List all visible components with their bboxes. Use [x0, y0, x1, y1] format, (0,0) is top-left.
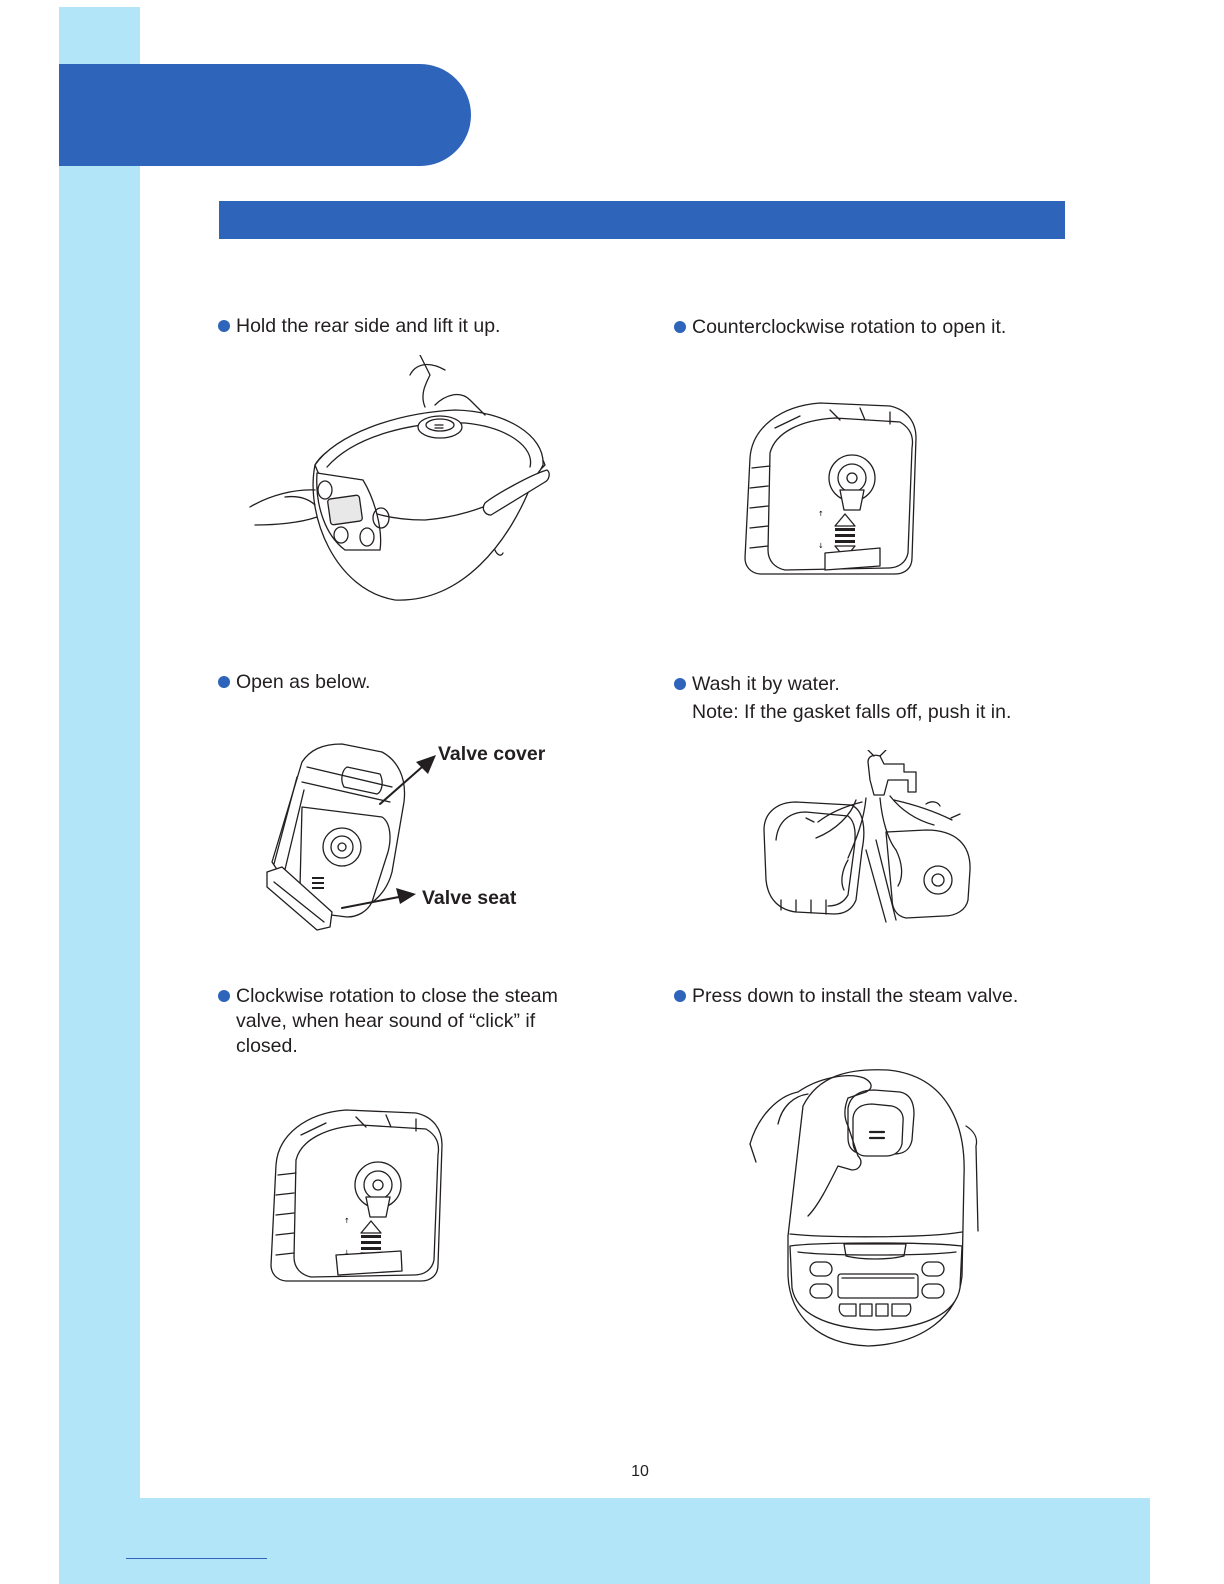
page-number: 10: [631, 1463, 649, 1480]
bullet-icon: [218, 676, 230, 688]
callout-valve-cover: Valve cover: [438, 743, 546, 765]
svg-text:↓: ↓: [344, 1249, 350, 1257]
install-valve-illustration: [748, 1066, 984, 1352]
bullet-icon: [218, 320, 230, 332]
arrow-icon: [338, 886, 418, 912]
steam-valve-close-illustration: [266, 1105, 448, 1289]
step-lift: Hold the rear side and lift it up.: [218, 314, 500, 339]
bullet-icon: [218, 990, 230, 1002]
wash-valve-illustration: [756, 750, 980, 926]
step-open: Open as below.: [218, 670, 370, 695]
left-margin-strip: [59, 7, 140, 1584]
svg-text:↑: ↑: [344, 1217, 350, 1225]
arrow-icon: [372, 752, 442, 812]
bullet-icon: [674, 990, 686, 1002]
section-header-bar: [219, 201, 1065, 239]
step-rotate-close: Clockwise rotation to close the steam valve, when hear sound of “click” if closed.: [218, 984, 558, 1059]
bottom-band: [59, 1498, 1150, 1584]
bullet-icon: [674, 321, 686, 333]
rice-cooker-lift-illustration: [245, 355, 555, 605]
bullet-icon: [674, 678, 686, 690]
step-install: Press down to install the steam valve.: [674, 984, 1018, 1009]
svg-text:↑: ↑: [818, 510, 824, 518]
callout-valve-seat: Valve seat: [422, 887, 517, 909]
chapter-tab: [59, 64, 471, 166]
steam-valve-open-illustration: [740, 398, 922, 582]
footer-rule: [126, 1558, 267, 1559]
svg-text:↓: ↓: [818, 542, 824, 550]
step-rotate-open: Counterclockwise rotation to open it.: [674, 315, 1006, 340]
step-wash: Wash it by water. Note: If the gasket falls off, push it in.: [674, 670, 1011, 726]
